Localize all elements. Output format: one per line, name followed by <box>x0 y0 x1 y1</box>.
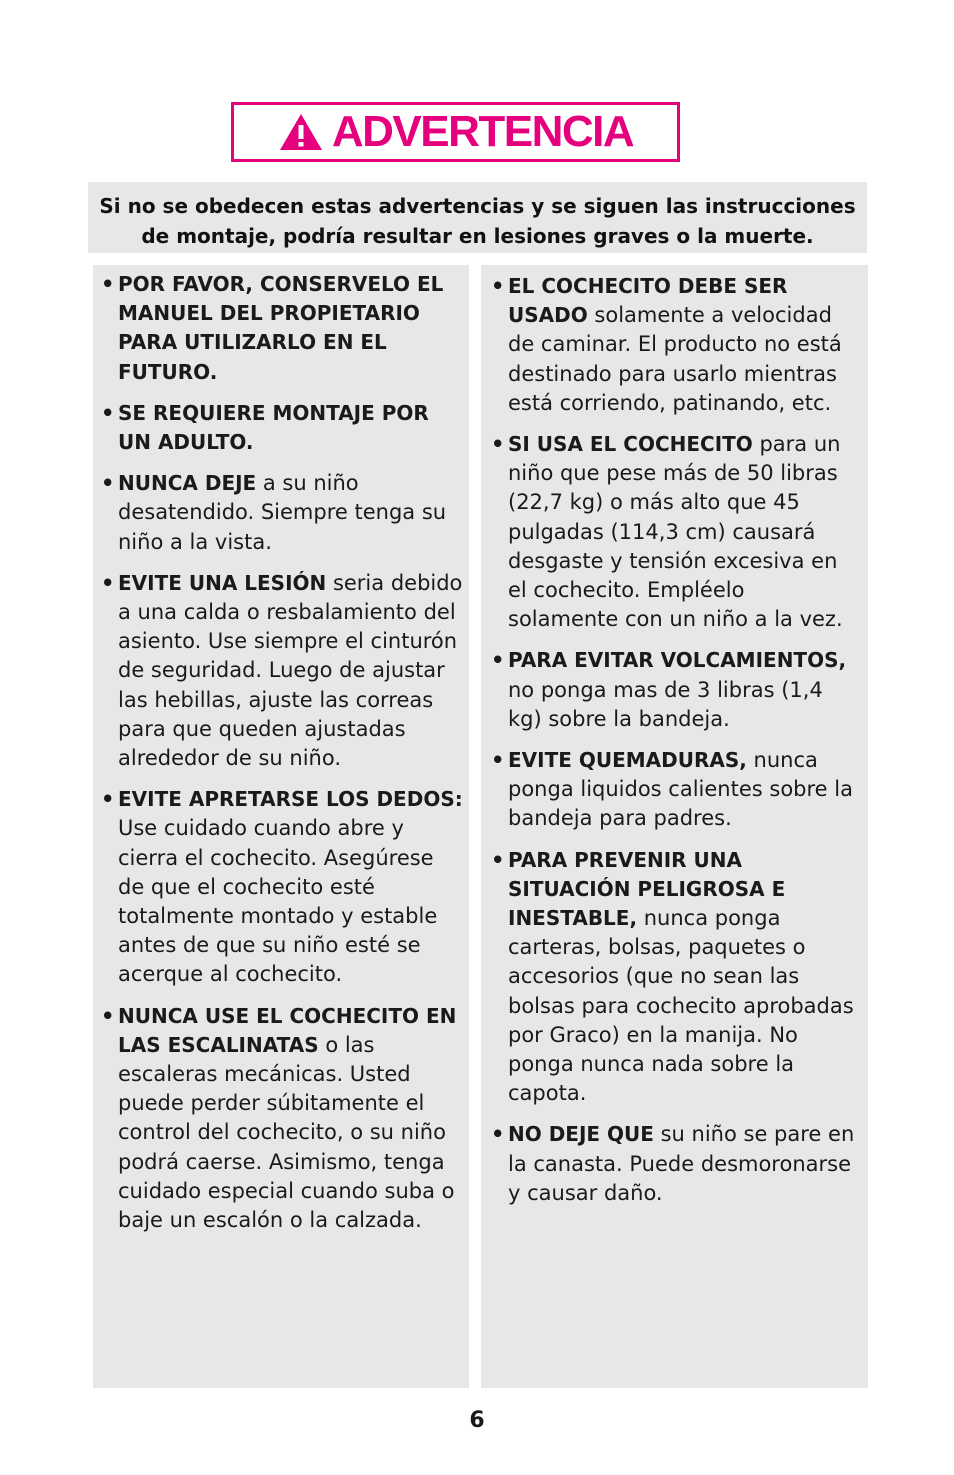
warning-item <box>101 785 463 989</box>
warning-header <box>231 102 680 162</box>
warning-title: ADVERTENCIA <box>331 107 634 156</box>
warning-item <box>101 569 463 773</box>
left-column <box>93 265 469 1388</box>
warning-item <box>491 646 858 734</box>
intro-line: Si no se obedecen estas advertencias y se siguen las instrucciones <box>99 194 856 218</box>
warning-item <box>101 469 463 557</box>
warning-item <box>491 746 858 834</box>
warning-item <box>101 270 463 387</box>
warning-item-text: o las escaleras mecánicas. Usted puede perder súbitamente el control del cochecito, o su niño podrá caerse. Asimismo, tenga cuidado especial cuando suba o baje un escalón o la calzada. <box>118 1032 455 1233</box>
warning-item <box>491 846 858 1109</box>
right-column <box>481 265 868 1388</box>
warning-item <box>491 1120 858 1208</box>
warning-item-text: a su niño desatendido. Siempre tenga su niño a la vista. <box>118 471 447 554</box>
warning-item-text: solamente a velocidad de caminar. El producto no está destinado para usarlo mientras está corriendo, patinando, etc. <box>508 303 842 415</box>
warning-item-bold: EVITE UNA LESIÓN <box>118 570 327 595</box>
warning-item-bold: SI USA EL COCHECITO <box>508 432 753 457</box>
warning-item-text: su niño se pare en la canasta. Puede desmoronarse y causar daño. <box>508 1122 855 1205</box>
warning-item-bold: PARA EVITAR VOLCAMIENTOS, <box>508 648 847 673</box>
warning-item <box>101 399 463 457</box>
warning-item-bold: NO DEJE QUE <box>508 1122 654 1147</box>
warning-item-bold: EL COCHECITO DEBE SER USADO <box>508 274 788 328</box>
warning-triangle-icon <box>278 112 324 152</box>
warning-item <box>491 272 858 418</box>
warning-item-bold: SE REQUIERE MONTAJE POR UN ADULTO. <box>118 400 429 455</box>
warning-item-text: para un niño que pese más de 50 libras (22,7 kg) o más alto que 45 pulgadas (114,3 cm) causará desgaste y tensión excesiva en el cochecito. Empléelo solamente con un niño a la vez. <box>508 432 843 632</box>
warning-item-text: Use cuidado cuando abre y cierra el cochecito. Asegúrese de que el cochecito esté totalmente montado y estable antes de que su niño esté se acerque al cochecito. <box>118 816 438 987</box>
warning-item-bold: NUNCA DEJE <box>118 471 257 496</box>
page-number: 6 <box>469 1408 485 1433</box>
warning-item-text: nunca ponga carteras, bolsas, paquetes o accesorios (que no sean las bolsas para cochecito aprobadas por Graco) en la manija. No ponga nunca nada sobre la capota. <box>508 906 854 1106</box>
warning-item-text: nunca ponga liquidos calientes sobre la bandeja para padres. <box>508 748 853 831</box>
warning-item-bold: NUNCA USE EL COCHECITO EN LAS ESCALINATAS <box>118 1003 457 1057</box>
intro-line: de montaje, podría resultar en lesiones graves o la muerte. <box>141 224 814 248</box>
warning-item-bold: POR FAVOR, CONSERVELO EL MANUEL DEL PROPIETARIO PARA UTILIZARLO EN EL FUTURO. <box>118 272 444 384</box>
warning-item-text: no ponga mas de 3 libras (1,4 kg) sobre la bandeja. <box>508 677 823 731</box>
warning-item-text: seria debido a una calda o resbalamiento del asiento. Use siempre el cinturón de seguridad. Luego de ajustar las hebillas, ajuste las correas para que queden ajustadas alrededor de su niño. <box>118 570 463 771</box>
warning-item-bold: EVITE APRETARSE LOS DEDOS: <box>118 787 463 812</box>
warning-item <box>101 1002 463 1236</box>
warning-item <box>491 430 858 634</box>
warning-item-bold: EVITE QUEMADURAS, <box>508 748 747 773</box>
warning-item-bold: PARA PREVENIR UNA SITUACIÓN PELIGROSA E INESTABLE, <box>508 847 786 931</box>
intro-warning <box>88 182 867 253</box>
